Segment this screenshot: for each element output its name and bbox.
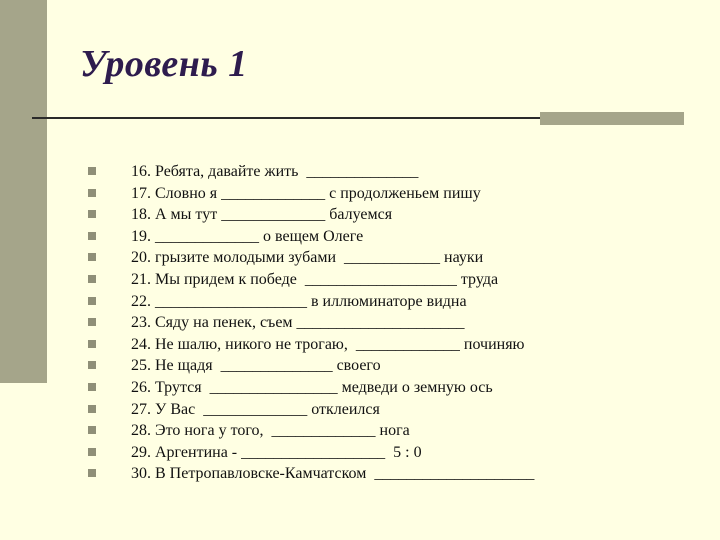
- list-item-text: 20. грызите молодыми зубами ____________ науки: [131, 249, 484, 267]
- square-bullet-icon: [88, 426, 96, 434]
- square-bullet-icon: [88, 361, 96, 369]
- list-item-text: 23. Сяду на пенек, съем _____________________: [131, 314, 465, 332]
- list-item: [0, 313, 465, 335]
- list-item: [0, 400, 380, 422]
- list-item: [0, 464, 535, 486]
- square-bullet-icon: [88, 383, 96, 391]
- exercise-list: [0, 162, 535, 486]
- list-item-text: 17. Словно я _____________ с продолженьем пишу: [131, 184, 481, 202]
- square-bullet-icon: [88, 405, 96, 413]
- list-item-text: 18. А мы тут _____________ балуемся: [131, 206, 393, 224]
- slide-title: Уровень 1: [80, 43, 248, 85]
- list-item: [0, 356, 381, 378]
- list-item-text: 28. Это нога у того, _____________ нога: [131, 422, 410, 440]
- list-item-text: 16. Ребята, давайте жить ______________: [131, 163, 419, 180]
- list-item: [0, 184, 481, 206]
- list-item: [0, 443, 422, 465]
- list-item: [0, 378, 493, 400]
- square-bullet-icon: [88, 275, 96, 283]
- square-bullet-icon: [88, 469, 96, 477]
- square-bullet-icon: [88, 448, 96, 456]
- list-item-text: 30. В Петропавловске-Камчатском ____________________: [131, 465, 535, 483]
- title-divider-accent-block: [540, 112, 684, 125]
- square-bullet-icon: [88, 253, 96, 261]
- list-item-text: 22. ___________________ в иллюминаторе видна: [131, 292, 467, 310]
- list-item-text: 19. _____________ о вещем Олеге: [131, 227, 364, 245]
- list-item-text: 25. Не щадя ______________ своего: [131, 357, 381, 375]
- list-item: [0, 421, 410, 443]
- square-bullet-icon: [88, 232, 96, 240]
- square-bullet-icon: [88, 340, 96, 348]
- square-bullet-icon: [88, 318, 96, 326]
- square-bullet-icon: [88, 167, 96, 175]
- square-bullet-icon: [88, 297, 96, 305]
- list-item: [0, 292, 467, 314]
- list-item: [0, 205, 393, 227]
- list-item-text: 26. Трутся ________________ медведи о земную ось: [131, 378, 493, 396]
- list-item-text: 29. Аргентина - __________________ 5 : 0: [131, 443, 422, 461]
- list-item: [0, 248, 484, 270]
- square-bullet-icon: [88, 189, 96, 197]
- list-item-text: 27. У Вас _____________ отклеился: [131, 400, 380, 418]
- title-divider-line: [32, 117, 540, 119]
- square-bullet-icon: [88, 210, 96, 218]
- list-item: [0, 335, 525, 357]
- list-item-text: 21. Мы придем к победе ___________________ труда: [131, 270, 499, 288]
- list-item-text: 24. Не шалю, никого не трогаю, _____________ починяю: [131, 335, 525, 353]
- list-item: [0, 162, 419, 184]
- list-item: [0, 270, 499, 292]
- list-item: [0, 227, 364, 249]
